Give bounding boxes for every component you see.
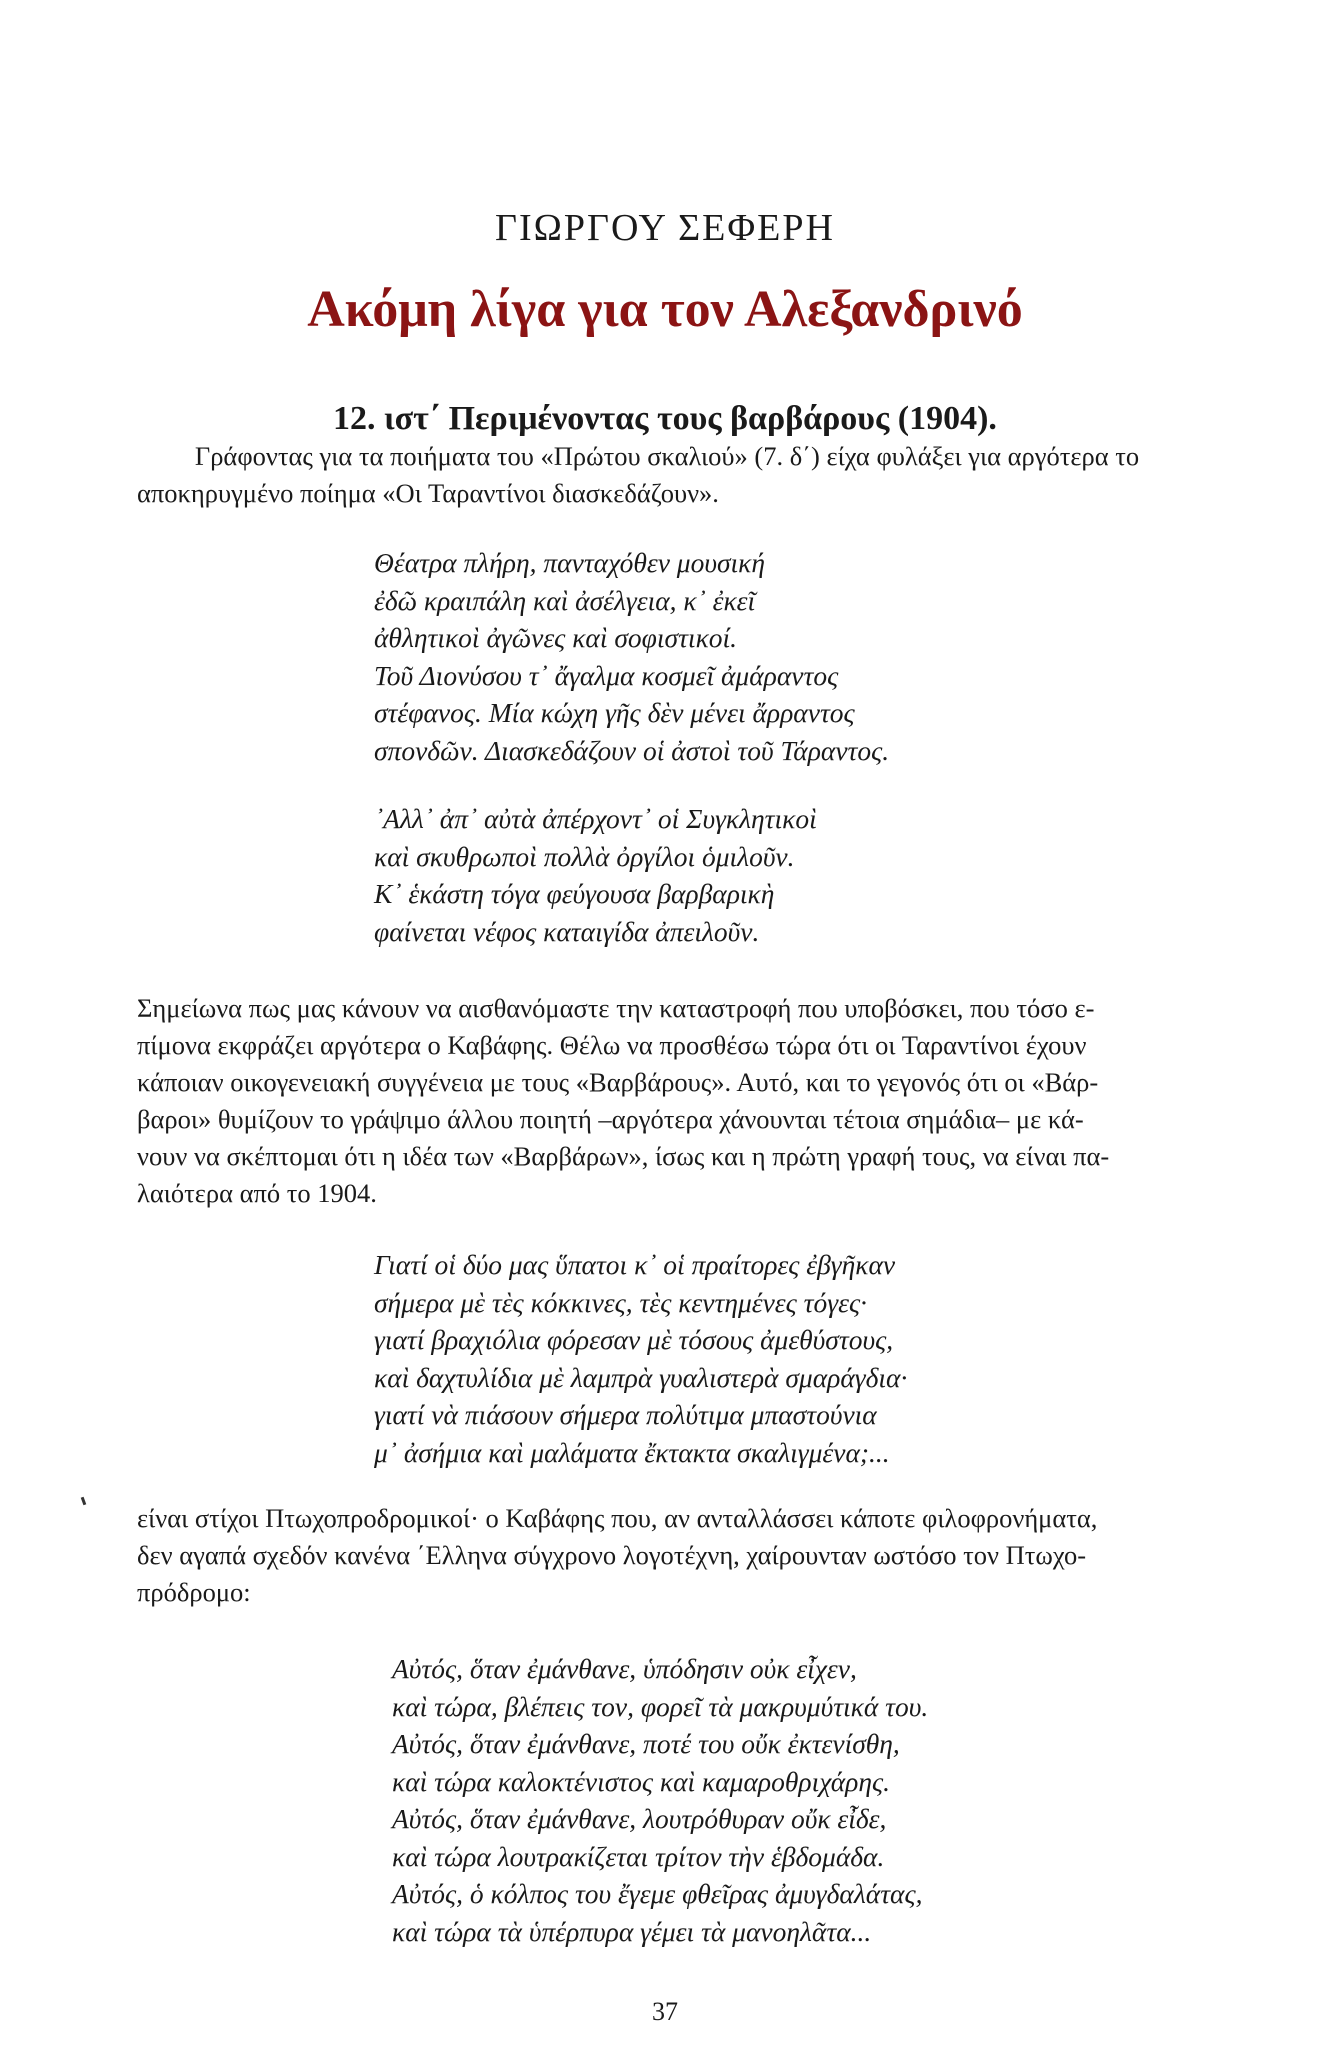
text-line: βαροι» θυμίζουν το γράψιμο άλλου ποιητή –αργότερα χάνουνται τέτοια σημάδια– με κά- (137, 1104, 1084, 1134)
text-line: είναι στίχοι Πτωχοπροδρομικοί· ο Καβάφης που, αν ανταλλάσσει κάποτε φιλοφρονήματα, (137, 1503, 1098, 1533)
text-line: Σημείωνα πως μας κάνουν να αισθανόμαστε την καταστροφή που υποβόσκει, που τόσο ε- (137, 993, 1095, 1023)
essay-title: Ακόμη λίγα για τον Αλεξανδρινό (307, 281, 1023, 338)
poem-stanza-1 (374, 544, 1174, 769)
text-line: δεν αγαπά σχεδόν κανένα ΄Ελληνα σύγχρονο λογοτέχνη, χαίρουνταν ωστόσο τον Πτωχο- (137, 1540, 1087, 1570)
margin-mark (81, 1497, 87, 1506)
verse-line: φαίνεται νέφος καταιγίδα ἀπειλοῦν. (374, 915, 760, 947)
poem-barbarians (374, 1246, 1174, 1471)
poem-ptochoprodromos (392, 1650, 1192, 1950)
text-line: Γράφοντας για τα ποιήματα του «Πρώτου σκαλιού» (7. δ΄) είχα φυλάξει για αργότερα το (194, 441, 1140, 471)
verse-line: καὶ σκυθρωποὶ πολλὰ ὀργίλοι ὁμιλοῦν. (374, 840, 795, 872)
verse-line: καὶ τώρα καλοκτένιστος καὶ καμαροθριχάρης. (392, 1765, 891, 1797)
verse-line: σήμερα μὲ τὲς κόκκινες, τὲς κεντημένες τόγες· (374, 1286, 867, 1318)
body-paragraph-2 (137, 990, 1197, 1212)
verse-line: Τοῦ Διονύσου τ᾽ ἄγαλμα κοσμεῖ ἀμάραντος (374, 659, 839, 691)
verse-line: Αὐτός, ὅταν ἐμάνθανε, λουτρόθυραν οὔκ εἶδε, (392, 1803, 887, 1834)
poem-stanza-2 (374, 800, 1174, 950)
verse-line: Αὐτός, ὁ κόλπος του ἔγεμε φθεῖρας ἀμυγδαλάτας, (392, 1878, 923, 1909)
intro-paragraph (137, 438, 1197, 512)
verse-line: μ᾽ ἀσήμια καὶ μαλάματα ἔκτακτα σκαλιγμένα;... (374, 1436, 890, 1468)
text-line: κάποιαν οικογενειακή συγγένεια με τους «Βαρβάρους». Αυτό, και το γεγονός ότι οι «Βάρ- (137, 1067, 1099, 1097)
verse-line: Αὐτός, ὅταν ἐμάνθανε, ποτέ του οὔκ ἐκτενίσθη, (392, 1728, 900, 1759)
text-line: λαιότερα από το 1904. (137, 1178, 377, 1208)
verse-line: Κ᾽ ἑκάστη τόγα φεύγουσα βαρβαρικὴ (374, 878, 775, 909)
verse-line: γιατί νὰ πιάσουν σήμερα πολύτιμα μπαστούνια (374, 1399, 877, 1430)
verse-line: καὶ τώρα, βλέπεις τον, φορεῖ τὰ μακρυμύτικά του. (392, 1690, 929, 1722)
verse-line: ἀθλητικοὶ ἀγῶνες καὶ σοφιστικοί. (374, 622, 738, 653)
verse-line: γιατί βραχιόλια φόρεσαν μὲ τόσους ἀμεθύστους, (374, 1324, 894, 1355)
page-number: 37 (652, 1997, 678, 2026)
verse-line: καὶ τώρα τὰ ὑπέρπυρα γέμει τὰ μανοηλᾶτα... (392, 1915, 872, 1947)
verse-line: σπονδῶν. Διασκεδάζουν οἱ ἀστοὶ τοῦ Τάραντος. (374, 734, 890, 766)
verse-line: καὶ δαχτυλίδια μὲ λαμπρὰ γυαλιστερὰ σμαράγδια· (374, 1361, 908, 1393)
text-line: αποκηρυγμένο ποίημα «Οι Ταραντίνοι διασκεδάζουν». (137, 478, 719, 508)
body-paragraph-3 (137, 1500, 1197, 1611)
verse-line: ᾽Αλλ᾽ ἀπ᾽ αὐτὰ ἀπέρχοντ᾽ οἱ Συγκλητικοὶ (374, 803, 817, 834)
verse-line: ἐδῶ κραιπάλη καὶ ἀσέλγεια, κ᾽ ἐκεῖ (374, 584, 756, 616)
verse-line: Αὐτός, ὅταν ἐμάνθανε, ὑπόδησιν οὐκ εἶχεν, (392, 1653, 857, 1684)
text-line: νουν να σκέπτομαι ότι η ιδέα των «Βαρβάρων», ίσως και η πρώτη γραφή τους, να είναι πα- (137, 1141, 1110, 1171)
section-heading: 12. ιστ΄ Περιμένοντας τους βαρβάρους (1904). (333, 400, 997, 437)
verse-line: καὶ τώρα λουτρακίζεται τρίτον τὴν ἑβδομάδα. (392, 1840, 885, 1872)
text-line: πίμονα εκφράζει αργότερα ο Καβάφης. Θέλω να προσθέσω τώρα ότι οι Ταραντίνοι έχουν (137, 1030, 1087, 1060)
author-name: ΓΙΩΡΓΟΥ ΣΕΦΕΡΗ (495, 207, 835, 249)
text-line: πρόδρομο: (137, 1577, 251, 1607)
verse-line: Γιατί οἱ δύο μας ὕπατοι κ᾽ οἱ πραίτορες ἐβγῆκαν (374, 1249, 896, 1280)
verse-line: Θέατρα πλήρη, πανταχόθεν μουσική (374, 547, 766, 578)
verse-line: στέφανος. Μία κώχη γῆς δὲν μένει ἄρραντος (374, 697, 855, 728)
